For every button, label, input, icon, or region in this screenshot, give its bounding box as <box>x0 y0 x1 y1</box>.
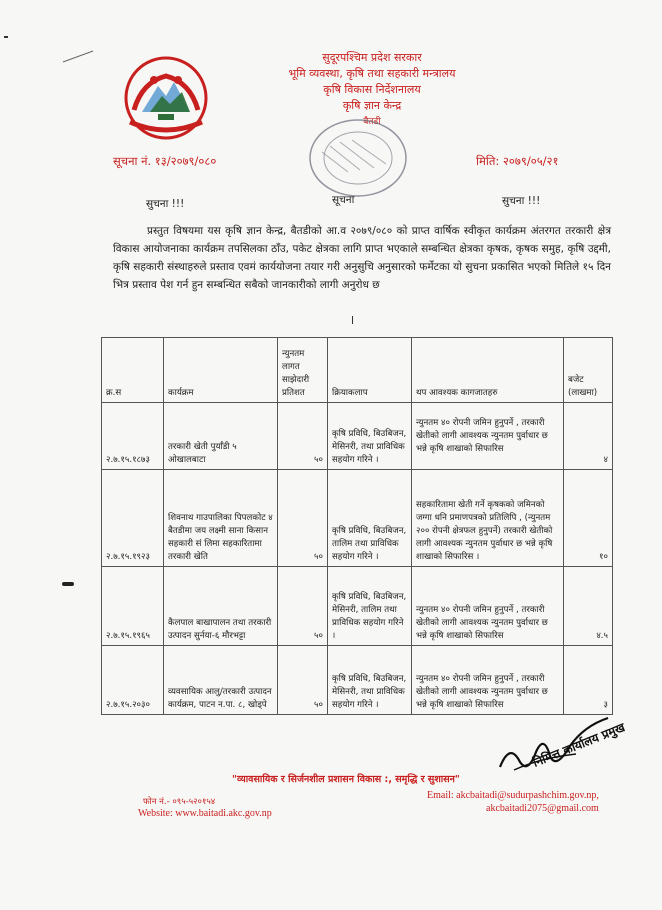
cell-program: तरकारी खेती पुर्याँडी ५ ओखालबाटा <box>164 403 278 470</box>
notice-heading-left: सुचना !!! <box>146 198 185 210</box>
slogan: "व्यावसायिक र सिर्जनशील प्रशासन विकास :, समृद्धि र सुशासन" <box>232 774 460 785</box>
header-line-5: बैतडी <box>363 117 381 127</box>
cell-program: व्यवसायिक आलु/तरकारी उत्पादन कार्यक्रम, पाटन न.पा. ८, खोड्पे <box>164 646 278 715</box>
website-link[interactable]: Website: www.baitadi.akc.gov.np <box>138 808 272 819</box>
cell-share: ५० <box>278 567 328 646</box>
cell-budget: ३ <box>564 646 613 715</box>
scan-mark <box>63 51 93 63</box>
cell-sn: २.७.१५.१८७३ <box>102 403 164 470</box>
cell-share: ५० <box>278 403 328 470</box>
cell-share: ५० <box>278 646 328 715</box>
cell-budget: ४ <box>564 403 613 470</box>
scan-mark <box>4 36 8 38</box>
cell-sn: २.७.१५.१९२३ <box>102 470 164 567</box>
notice-body: प्रस्तुत विषयमा यस कृषि ज्ञान केन्द्र, बैतडीको आ.व २०७९/०८० को प्राप्त वार्षिक स्वीकृत कार्यक्रम अंतरगत तरकारी क्षेत्र विकास आयोजनाका कार्यक्रम तपसिलका ठाँउ, पकेट क्षेत्रका लागि प्राप्त भएकाले सम्बन्धित क्षेत्रका कृषक, कृषक समुह, कृषि उद्दमी, कृषि सहकारी संस्थाहरुले प्रस्ताव एवमं कार्ययोजना तयार गरी अनुसुचि अनुसारको फर्मेटका यो सुचना प्रकासित भएको मितिले १५ दिन भित्र प्रस्ताव पेश गर्न हुन सम्बन्धित सबैको जानकारीको लागी अनुरोध छ <box>113 225 611 291</box>
cell-budget: १० <box>564 470 613 567</box>
table-row <box>102 470 613 567</box>
table-row <box>102 646 613 715</box>
header-budget: बजेट (लाखमा) <box>564 338 613 403</box>
cell-activity: कृषि प्रविधि, बिउबिजन, तालिम तथा प्राविधिक सहयोग गरिने । <box>328 470 412 567</box>
table-row <box>102 403 613 470</box>
signature-title: निमित्त कार्यालय प्रमुख <box>530 720 627 770</box>
header-line-3: कृषि विकास निर्देशनालय <box>323 83 421 96</box>
email-link-1[interactable]: Email: akcbaitadi@sudurpashchim.gov.np, <box>427 790 599 801</box>
header-activity: क्रियाकलाप <box>328 338 412 403</box>
notice-date: मिति: २०७९/०५/२१ <box>476 154 559 168</box>
cell-documents: सहकारितामा खेती गर्ने कृषकको जमिनको जग्गा धनि प्रमाणपत्रको प्रतिलिपि , (न्युनतम २०० रोपनी क्षेत्रफल हुनुपर्ने) तरकारी खेतीको लागी आवश्यक न्युनतम पुर्वाधार छ भन्ने कृषि शाखाको सिफारिस । <box>412 470 564 567</box>
phone-number: फोन नं.- ०९५-५२०१५४ <box>143 797 216 807</box>
cell-activity: कृषि प्रविधि, बिउबिजन, मेसिनरी, तथा प्राविधिक सहयोग गरिने । <box>328 646 412 715</box>
notice-heading-center: सूचना <box>332 194 355 206</box>
cell-documents: न्युनतम ४० रोपनी जमिन हुनुपर्ने , तरकारी खेतीको लागी आवश्यक न्युनतम पुर्वाधार छ भन्ने कृषि शाखाको सिफारिस <box>412 403 564 470</box>
notice-heading-right: सुचना !!! <box>502 195 541 207</box>
cell-sn: २.७.१५.२०३० <box>102 646 164 715</box>
scan-mark <box>62 582 74 586</box>
table-row <box>102 567 613 646</box>
header-share: न्युनतम लागत साझेदारी प्रतिशत <box>278 338 328 403</box>
cell-program: कैलपाल बाखापालन तथा तरकारी उत्पादन सुर्नया-६ मौरभट्टा <box>164 567 278 646</box>
header-line-2: भूमि व्यवस्था, कृषि तथा सहकारी मन्त्रालय <box>288 67 456 80</box>
email-link-2[interactable]: akcbaitadi2075@gmail.com <box>486 803 599 814</box>
cell-documents: न्युनतम ४० रोपनी जमिन हुनुपर्ने , तरकारी खेतीको लागी आवश्यक न्युनतम पुर्वाधार छ भन्ने कृषि शाखाको सिफारिस <box>412 567 564 646</box>
cell-activity: कृषि प्रविधि, बिउबिजन, मेसिनरी, तालिम तथा प्राविधिक सहयोग गरिने । <box>328 567 412 646</box>
header-sn: क्र.स <box>102 338 164 403</box>
header-line-4: कृषि ज्ञान केन्द्र <box>342 99 402 112</box>
scan-mark <box>352 316 353 324</box>
cell-documents: न्युनतम ४० रोपनी जमिन हुनुपर्ने , तरकारी खेतीको लागी आवश्यक न्युनतम पुर्वाधार छ भन्ने कृषि शाखाको सिफारिस <box>412 646 564 715</box>
cell-program: शिवनाथ गाउपालिका पिपलकोट ४ बैतडीमा जय लक्ष्मी साना किसान सहकारी सं लिमा सहकारितामा तरकारी खेति <box>164 470 278 567</box>
cell-activity: कृषि प्रविधि, बिउबिजन, मेसिनरी, तथा प्राविधिक सहयोग गरिने । <box>328 403 412 470</box>
table-header-row <box>102 338 613 403</box>
cell-sn: २.७.१५.१९६५ <box>102 567 164 646</box>
nepal-emblem-icon <box>120 52 212 144</box>
cell-budget: ४.५ <box>564 567 613 646</box>
notice-number: सूचना नं. १३/२०७९/०८० <box>113 154 217 168</box>
office-stamp-icon <box>300 112 420 208</box>
header-program: कार्यक्रम <box>164 338 278 403</box>
header-documents: थप आवश्यक कागजातहरु <box>412 338 564 403</box>
header-line-1: सुदूरपश्चिम प्रदेश सरकार <box>322 51 422 64</box>
cell-share: ५० <box>278 470 328 567</box>
program-table <box>101 337 613 715</box>
